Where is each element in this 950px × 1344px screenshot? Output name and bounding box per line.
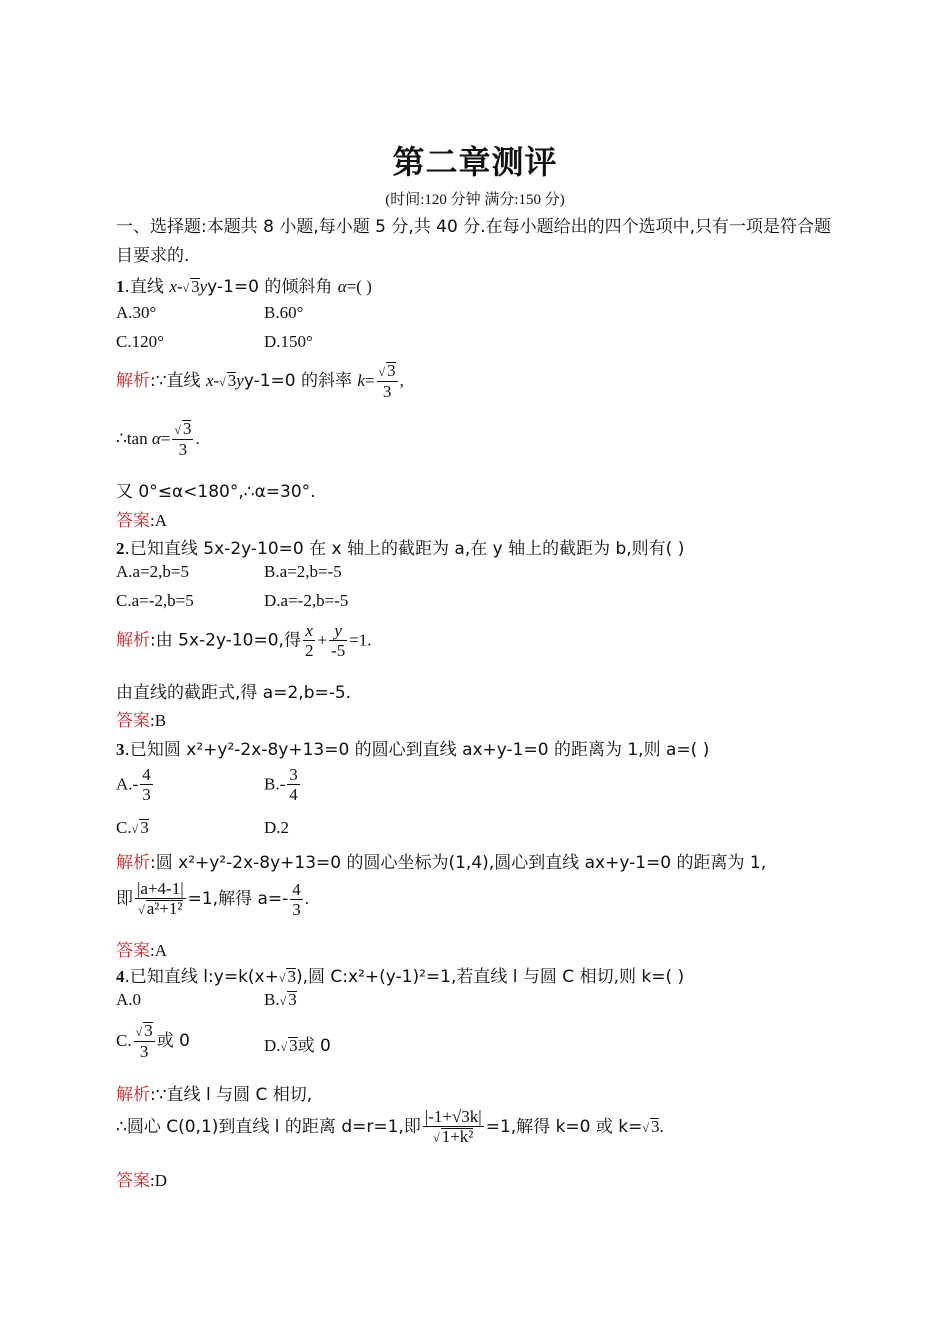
q1-analysis-line1: 解析:∵直线 x-√ 3yy-1=0 的斜率 k= $\frac{√ 3}{3}$ , [116,361,404,401]
q1-analysis-line2: ∴tan α= $\frac{√ 3}{3}$ . [116,419,200,459]
fraction: $\frac{|-1+√3k|}{\text{√ 1+k²}}$ [424,1107,482,1146]
q2-option-b: B.a=2,b=-5 [264,562,342,581]
q4-analysis-line1: 解析:∵直线 l 与圆 C 相切, [116,1085,313,1105]
q2-option-c: C.a=-2,b=5 [116,591,194,610]
answer-label: 答案 [116,941,150,961]
fraction: $\frac{y}{-5}$ [331,621,346,660]
fraction: $\frac{√ 3}{3}$ [135,1021,153,1061]
q4-option-c: C. $\frac{√ 3}{3}$ 或 0 [116,1021,190,1061]
q1-option-d: D.150° [264,332,313,351]
q1-option-c: C.120° [116,332,164,351]
q3-option-a: A.- $\frac{4}{3}$ [116,765,151,804]
q4-option-d: D.√ 3或 0 [264,1036,331,1056]
analysis-label: 解析 [116,853,150,873]
fraction: $\frac{4}{3}$ [292,879,301,919]
question-4: 4.已知直线 l:y=k(x+√ 3),圆 C:x²+(y-1)²=1,若直线 l 与圆 C 相切,则 k=( ) [116,967,685,987]
q3-analysis-line1: 解析:圆 x²+y²-2x-8y+13=0 的圆心坐标为(1,4),圆心到直线 ax+y-1=0 的距离为 1, [116,853,767,873]
fraction: $\frac{3}{4}$ [289,765,298,804]
question-1: 1.直线 x-√ 3yy-1=0 的倾斜角 α=( ) [116,277,372,297]
q4-analysis-line2: ∴圆心 C(0,1)到直线 l 的距离 d=r=1,即 $\frac{|-1+√3k|}{\text{√ 1+k²}}$ =1,解得 k=0 或 k=√ 3. [116,1107,664,1146]
q3-answer: 答案:A [116,941,167,961]
q4-answer: 答案:D [116,1171,167,1191]
q4-option-b: B.√ 3 [264,990,297,1009]
q3-option-b: B.- $\frac{3}{4}$ [264,765,298,804]
fraction: $\frac{√ 3}{3}$ [378,361,396,401]
question-2: 2.已知直线 5x-2y-10=0 在 x 轴上的截距为 a,在 y 轴上的截距为 b,则有( ) [116,539,685,559]
q2-analysis-line1: 解析:由 5x-2y-10=0,得 $\frac{x}{2}$ + $\frac{y}{-5}$ =1. [116,621,372,660]
q3-option-d: D.2 [264,818,290,837]
page-subtitle: (时间:120 分钟 满分:150 分) [385,192,565,208]
fraction: $\frac{x}{2}$ [304,621,314,660]
q1-answer: 答案:A [116,511,167,531]
fraction: $\frac{4}{3}$ [142,765,151,804]
q2-analysis-line2: 由直线的截距式,得 a=2,b=-5. [116,683,352,703]
q3-option-c: C.√ 3 [116,818,149,837]
q2-option-d: D.a=-2,b=-5 [264,591,349,610]
fraction: $\frac{√ 3}{3}$ [174,419,192,459]
question-3: 3.已知圆 x²+y²-2x-8y+13=0 的圆心到直线 ax+y-1=0 的距离为 1,则 a=( ) [116,740,710,760]
q4-option-a: A.0 [116,990,142,1009]
q1-analysis-line3: 又 0°≤α<180°,∴α=30°. [116,482,316,502]
q1-option-a: A.30° [116,303,157,322]
q3-analysis-line2: 即 $\frac{|a+4-1|}{\text{√ a²+1²}}$ =1,解得 a=- $\frac{4}{3}$ . [116,879,310,919]
q2-answer: 答案:B [116,711,167,731]
answer-label: 答案 [116,511,150,531]
analysis-label: 解析 [116,370,150,391]
answer-label: 答案 [116,711,150,731]
section-heading: 一、选择题:本题共 8 小题,每小题 5 分,共 40 分.在每小题给出的四个选项中,只有一项是符合题目要求的. [116,217,832,266]
analysis-label: 解析 [116,1085,150,1105]
q1-option-b: B.60° [264,303,304,322]
answer-label: 答案 [116,1171,150,1191]
page-title: 第二章测评 [392,143,558,181]
analysis-label: 解析 [116,630,150,651]
q2-option-a: A.a=2,b=5 [116,562,189,581]
fraction: $\frac{|a+4-1|}{\text{√ a²+1²}}$ [137,879,184,918]
